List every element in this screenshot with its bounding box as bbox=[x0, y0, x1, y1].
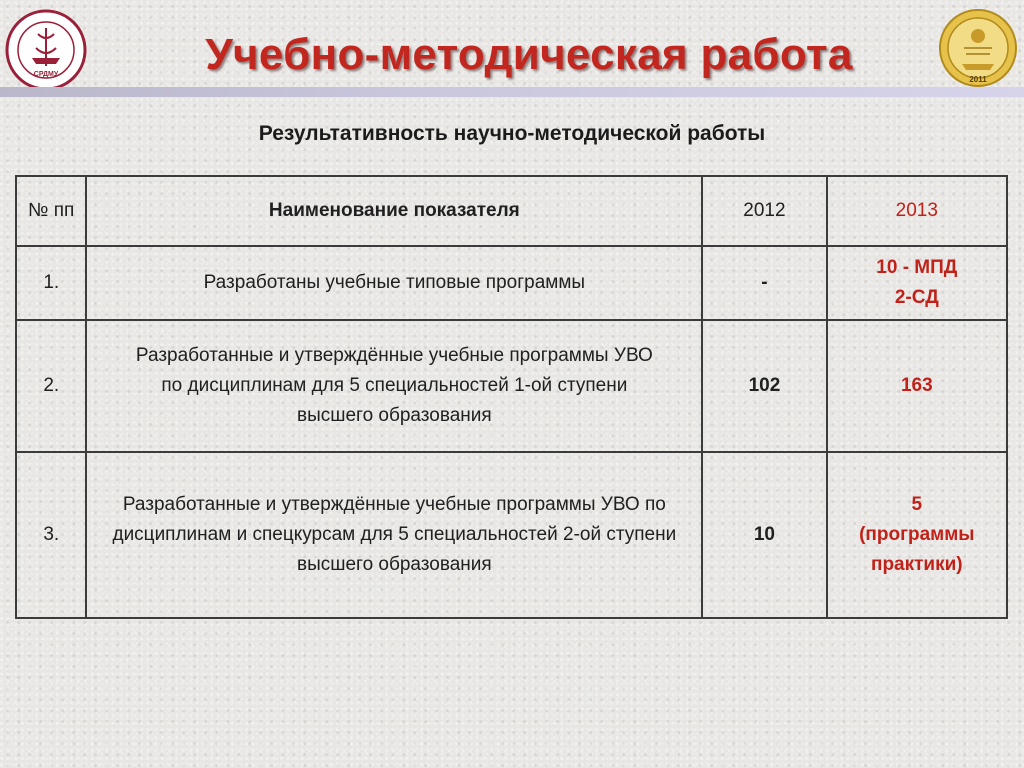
table-subtitle: Результативность научно-методической работы bbox=[258, 122, 766, 145]
header-2012: 2012 bbox=[702, 176, 826, 246]
value-2013-line: 163 bbox=[900, 375, 933, 396]
table-row bbox=[16, 246, 1007, 320]
header-2013: 2013 bbox=[827, 176, 1007, 246]
title-divider bbox=[0, 87, 1024, 97]
page-title: Учебно-методическая работа bbox=[205, 30, 853, 79]
header-num: № пп bbox=[16, 176, 86, 246]
value-2013 bbox=[827, 246, 1007, 320]
row-indicator: Разработанные и утверждённые учебные программы УВО по дисциплинам для 5 специальностей 1-ой ступени высшего образования bbox=[86, 320, 702, 452]
table-row bbox=[16, 452, 1007, 618]
value-2013-line: 5 bbox=[911, 494, 923, 515]
table-header-row bbox=[16, 176, 1007, 246]
value-2013-line: практики) bbox=[870, 554, 963, 575]
row-number: 2. bbox=[16, 320, 86, 452]
value-2013-line: 2-СД bbox=[894, 287, 939, 308]
value-2013-line: (программы bbox=[859, 524, 975, 545]
results-table bbox=[15, 175, 1008, 619]
value-2013-line: 10 - МПД bbox=[876, 257, 958, 278]
row-number: 3. bbox=[16, 452, 86, 618]
value-2012: 102 bbox=[702, 320, 826, 452]
svg-text:2011: 2011 bbox=[969, 75, 987, 84]
value-2013 bbox=[827, 320, 1007, 452]
row-indicator: Разработаны учебные типовые программы bbox=[86, 246, 702, 320]
value-2013 bbox=[827, 452, 1007, 618]
value-2012: - bbox=[702, 246, 826, 320]
svg-text:СРДМУ: СРДМУ bbox=[33, 71, 59, 78]
table-row bbox=[16, 320, 1007, 452]
row-indicator: Разработанные и утверждённые учебные программы УВО по дисциплинам и спецкурсам для 5 специальностей 2-ой ступени высшего образования bbox=[86, 452, 702, 618]
header-name: Наименование показателя bbox=[86, 176, 702, 246]
value-2012: 10 bbox=[702, 452, 826, 618]
row-number: 1. bbox=[16, 246, 86, 320]
